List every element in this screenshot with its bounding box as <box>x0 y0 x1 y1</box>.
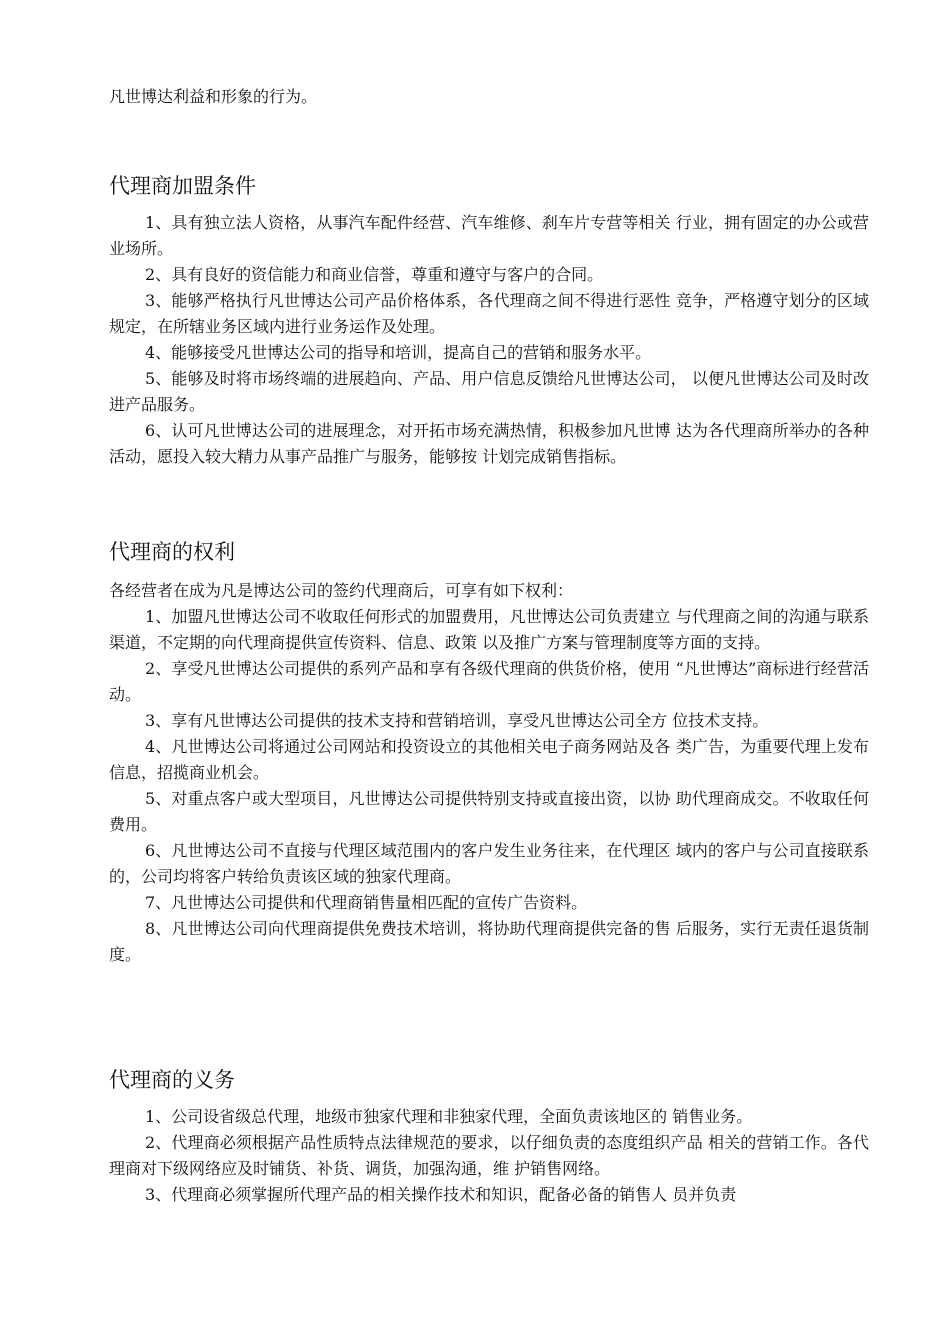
obligations-heading: 代理商的义务 <box>109 1068 235 1092</box>
obligations-item-2: 2、代理商必须根据产品性质特点法律规范的要求，以仔细负责的态度组织产品 相关的营销工作。各代理商对下级网络应及时铺货、补货、调货，加强沟通，维 护销售网络。 <box>109 1133 869 1178</box>
obligations-item-1: 1、公司设省级总代理，地级市独家代理和非独家代理，全面负责该地区的 销售业务。 <box>145 1107 753 1126</box>
rights-item-3: 3、享有凡世博达公司提供的技术支持和营销培训，享受凡世博达公司全方 位技术支持。 <box>145 711 769 730</box>
rights-item-8: 8、凡世博达公司向代理商提供免费技术培训，将协助代理商提供完备的售 后服务，实行无责任退货制度。 <box>109 919 869 964</box>
rights-item-2: 2、享受凡世博达公司提供的系列产品和享有各级代理商的供货价格，使用 “凡世博达”商标进行经营活动。 <box>109 659 869 704</box>
intro-section <box>109 84 869 110</box>
rights-item-4: 4、凡世博达公司将通过公司网站和投资设立的其他相关电子商务网站及各 类广告，为重要代理上发布信息，招揽商业机会。 <box>109 737 869 782</box>
rights-item-6: 6、凡世博达公司不直接与代理区域范围内的客户发生业务往来，在代理区 域内的客户与公司直接联系的，公司均将客户转给负责该区域的独家代理商。 <box>109 841 869 886</box>
rights-item-7: 7、凡世博达公司提供和代理商销售量相匹配的宣传广告资料。 <box>145 893 588 912</box>
rights-item-5: 5、对重点客户或大型项目，凡世博达公司提供特别支持或直接出资，以协 助代理商成交。不收取任何费用。 <box>109 789 869 834</box>
rights-item-1: 1、加盟凡世博达公司不收取任何形式的加盟费用，凡世博达公司负责建立 与代理商之间的沟通与联系渠道，不定期的向代理商提供宣传资料、信息、政策 以及推广方案与管理制度等方面的支持。 <box>109 607 869 652</box>
rights-section <box>109 538 869 968</box>
join-condition-item-2: 2、具有良好的资信能力和商业信誉，尊重和遵守与客户的合同。 <box>145 265 604 284</box>
obligations-item-3: 3、代理商必须掌握所代理产品的相关操作技术和知识，配备必备的销售人 员并负责 <box>145 1185 737 1204</box>
intro-tail-paragraph: 凡世博达利益和形象的行为。 <box>109 87 318 106</box>
join-conditions-heading: 代理商加盟条件 <box>109 174 256 198</box>
obligations-section <box>109 1066 869 1208</box>
join-condition-item-1: 1、具有独立法人资格，从事汽车配件经营、汽车维修、刹车片专营等相关 行业，拥有固定的办公或营业场所。 <box>109 213 869 258</box>
join-condition-item-6: 6、认可凡世博达公司的进展理念，对开拓市场充满热情，积极参加凡世博 达为各代理商所举办的各种活动，愿投入较大精力从事产品推广与服务，能够按 计划完成销售指标。 <box>109 421 869 466</box>
rights-lead-paragraph: 各经营者在成为凡是博达公司的签约代理商后，可享有如下权利： <box>109 581 574 600</box>
join-conditions-section <box>109 172 869 470</box>
join-condition-item-5: 5、能够及时将市场终端的进展趋向、产品、用户信息反馈给凡世博达公司， 以便凡世博达公司及时改进产品服务。 <box>109 369 869 414</box>
join-condition-item-4: 4、能够接受凡世博达公司的指导和培训，提高自己的营销和服务水平。 <box>145 343 652 362</box>
join-condition-item-3: 3、能够严格执行凡世博达公司产品价格体系，各代理商之间不得进行恶性 竞争，严格遵守划分的区域规定，在所辖业务区域内进行业务运作及处理。 <box>109 291 869 336</box>
rights-heading: 代理商的权利 <box>109 540 235 564</box>
